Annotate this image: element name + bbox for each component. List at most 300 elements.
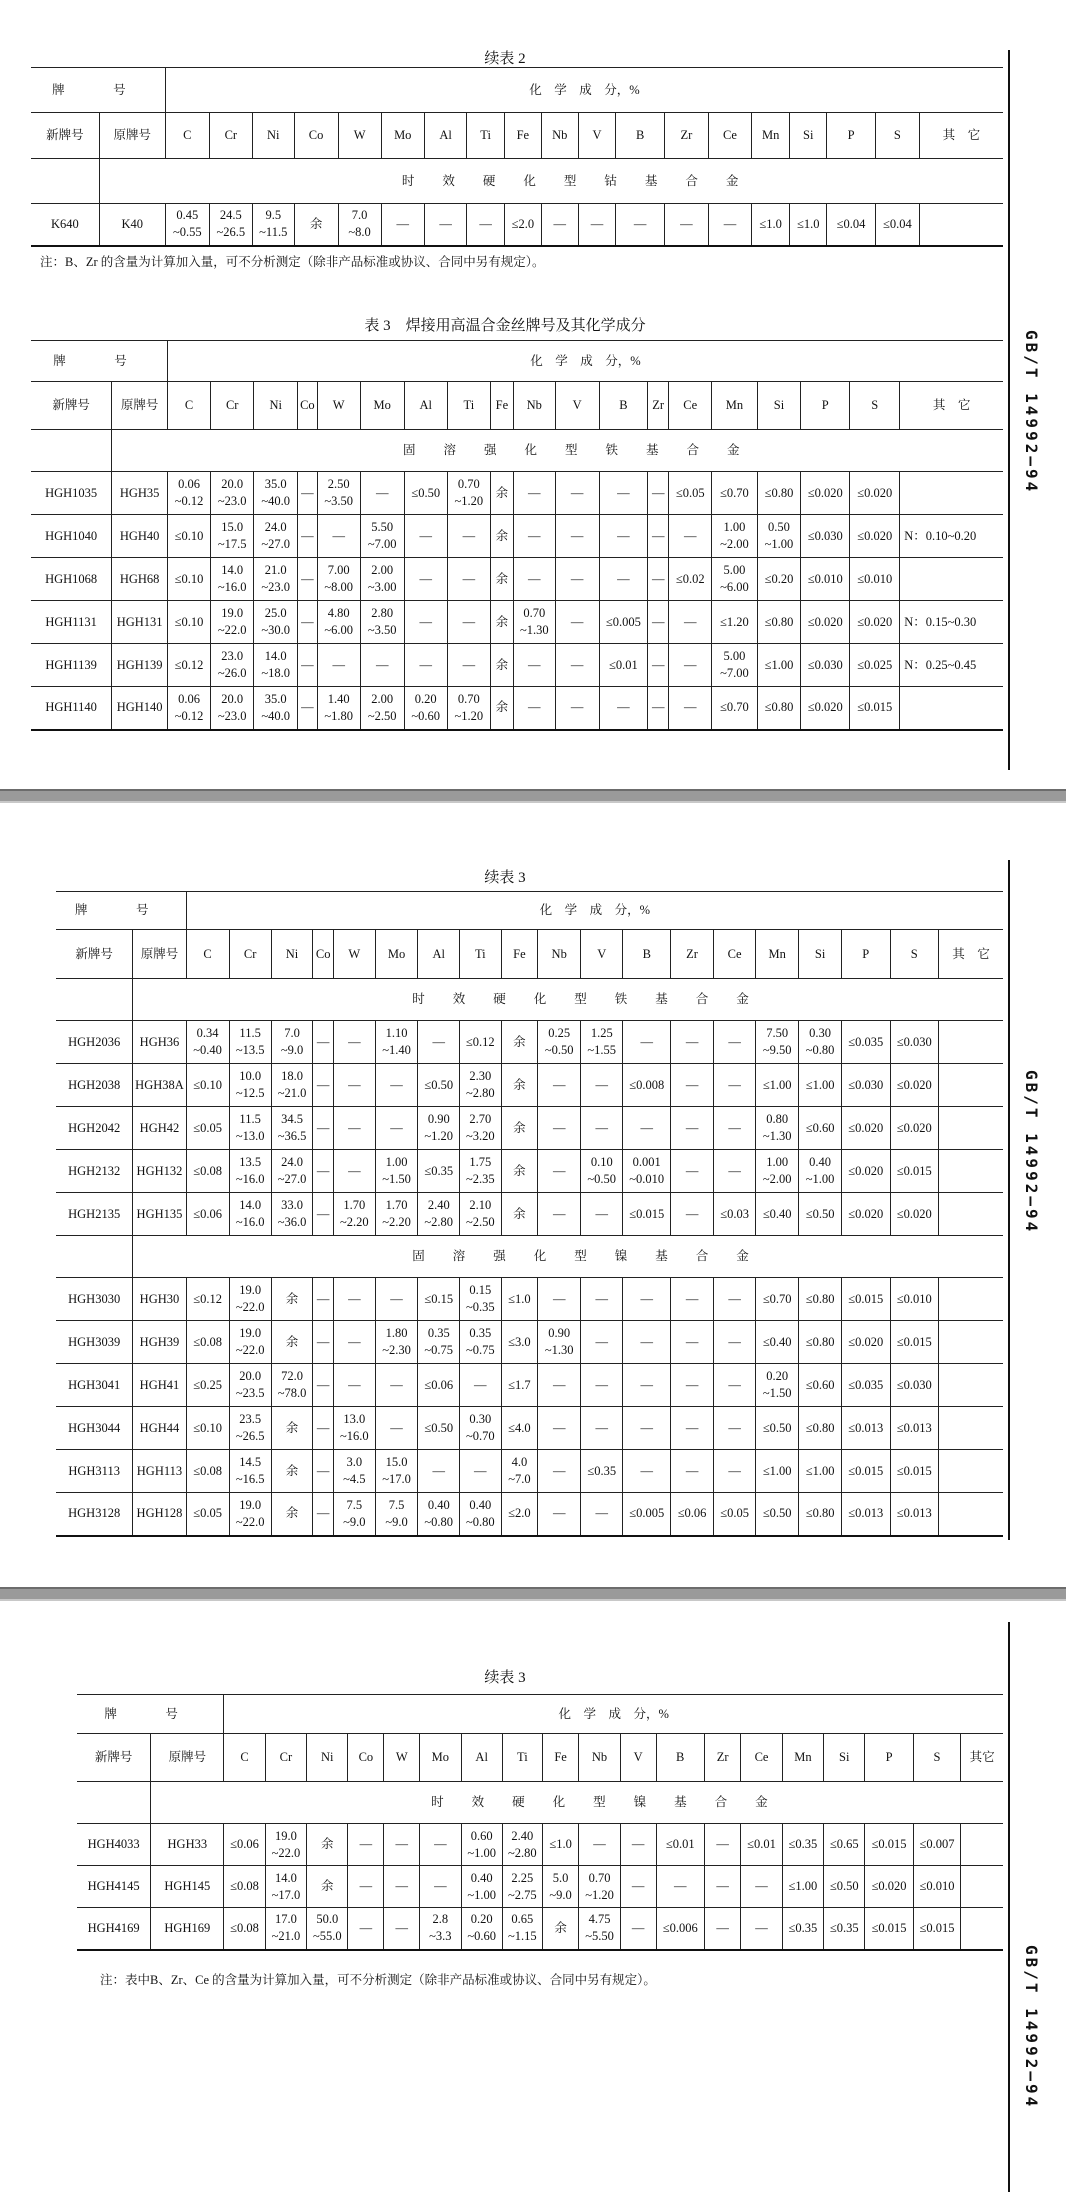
composition-cell: ≤0.10 (167, 515, 210, 558)
composition-cell: — (581, 1364, 623, 1407)
old-brand-cell: HGH135 (133, 1193, 186, 1236)
composition-cell: 7.0 ~8.0 (338, 204, 381, 246)
composition-cell: — (669, 687, 712, 730)
composition-cell: — (555, 687, 599, 730)
composition-cell: — (317, 644, 360, 687)
composition-cell: 7.5 ~9.0 (375, 1493, 418, 1536)
composition-cell: — (334, 1021, 376, 1064)
composition-cell: ≤1.00 (799, 1450, 842, 1493)
table-note: 注：表中B、Zr、Ce 的含量为计算加入量，可不分析测定（除非产品标准或协议、合同中另有规定）。 (100, 1973, 656, 1987)
composition-cell: ≤0.35 (581, 1450, 623, 1493)
element-header: W (384, 1734, 420, 1782)
composition-cell: ≤0.015 (890, 1321, 938, 1364)
composition-cell: 2.00 ~3.00 (360, 558, 404, 601)
section-row (31, 430, 1003, 472)
old-brand-cell: HGH131 (112, 601, 168, 644)
composition-cell: 50.0 ~55.0 (307, 1908, 348, 1950)
composition-cell: 33.0 ~36.0 (271, 1193, 313, 1236)
new-brand-cell: HGH1140 (31, 687, 112, 730)
table-row (56, 1021, 1003, 1064)
new-brand-header: 新牌号 (31, 382, 112, 430)
composition-cell: ≤0.015 (890, 1150, 938, 1193)
chemical-composition-table (56, 891, 1003, 1537)
composition-cell: 2.50 ~3.50 (317, 472, 360, 515)
section-blank (31, 159, 99, 204)
table-row (56, 1450, 1003, 1493)
table-caption: 续表 3 (484, 1670, 526, 1686)
composition-cell: 24.0 ~27.0 (254, 515, 298, 558)
composition-cell: ≤0.020 (890, 1193, 938, 1236)
composition-cell: 0.40 ~1.00 (799, 1150, 842, 1193)
composition-cell: 余 (501, 1107, 538, 1150)
composition-cell: ≤2.0 (501, 1493, 538, 1536)
composition-cell: 7.50 ~9.50 (756, 1021, 799, 1064)
composition-cell: 0.30 ~0.80 (799, 1021, 842, 1064)
composition-cell: — (313, 1107, 334, 1150)
composition-cell (938, 1021, 1003, 1064)
page-separator (0, 789, 1066, 803)
old-brand-cell: HGH40 (112, 515, 168, 558)
section-blank (99, 159, 165, 204)
element-header: W (338, 113, 381, 159)
brand-header: 牌 号 (56, 892, 186, 930)
composition-cell: ≤0.010 (890, 1278, 938, 1321)
composition-cell: ≤0.35 (782, 1824, 823, 1866)
element-header: B (623, 930, 671, 979)
composition-cell: — (360, 644, 404, 687)
section-title: 时效硬化型铁基合金 (186, 979, 1003, 1021)
composition-cell: 5.00 ~6.00 (712, 558, 757, 601)
composition-cell: ≤1.0 (542, 1824, 579, 1866)
composition-cell: — (623, 1407, 671, 1450)
composition-cell: — (313, 1407, 334, 1450)
composition-cell: — (313, 1450, 334, 1493)
composition-cell: 2.8 ~3.3 (420, 1908, 461, 1950)
table-caption: 续表 2 (484, 51, 526, 67)
section-row (56, 1236, 1003, 1278)
composition-cell: — (671, 1150, 714, 1193)
composition-cell: — (555, 472, 599, 515)
old-brand-cell: HGH41 (133, 1364, 186, 1407)
composition-cell: 5.0 ~9.0 (542, 1866, 579, 1908)
composition-cell: — (513, 515, 555, 558)
element-header: S (890, 930, 938, 979)
new-brand-cell: HGH4033 (77, 1824, 151, 1866)
element-header: P (842, 930, 890, 979)
composition-cell: — (384, 1866, 420, 1908)
composition-cell: 4.75 ~5.50 (579, 1908, 620, 1950)
composition-cell: ≤0.020 (801, 472, 850, 515)
composition-cell: 0.35 ~0.75 (418, 1321, 460, 1364)
composition-cell: — (714, 1407, 756, 1450)
composition-cell: ≤0.013 (842, 1407, 890, 1450)
new-brand-cell: HGH1139 (31, 644, 112, 687)
composition-cell: — (648, 687, 669, 730)
composition-cell: ≤0.020 (801, 687, 850, 730)
composition-cell: 2.80 ~3.50 (360, 601, 404, 644)
element-header: Fe (501, 930, 538, 979)
composition-cell: — (298, 515, 317, 558)
composition-cell: ≤0.04 (827, 204, 876, 246)
composition-cell: — (404, 515, 447, 558)
composition-cell: — (714, 1150, 756, 1193)
element-header: P (801, 382, 850, 430)
composition-cell: 余 (490, 687, 513, 730)
element-header: Nb (538, 930, 581, 979)
old-brand-cell: K40 (99, 204, 165, 246)
element-header: 其 它 (900, 382, 1003, 430)
composition-cell: — (669, 644, 712, 687)
composition-cell: — (714, 1364, 756, 1407)
composition-cell: — (404, 644, 447, 687)
composition-cell: ≤0.020 (842, 1107, 890, 1150)
composition-cell: — (648, 601, 669, 644)
element-header: Mo (375, 930, 418, 979)
composition-cell: — (671, 1364, 714, 1407)
element-header: V (581, 930, 623, 979)
composition-cell: 34.5 ~36.5 (271, 1107, 313, 1150)
composition-cell: ≤0.013 (890, 1407, 938, 1450)
composition-cell: — (334, 1321, 376, 1364)
composition-cell: 0.35 ~0.75 (460, 1321, 502, 1364)
element-header: Zr (665, 113, 709, 159)
element-header: Mo (381, 113, 424, 159)
composition-cell: — (620, 1908, 656, 1950)
standard-number-label: GB/T 14992—94 (1022, 1945, 1041, 2110)
margin-rule (1008, 50, 1010, 770)
section-blank (56, 979, 133, 1021)
composition-cell: ≤0.35 (824, 1908, 865, 1950)
old-brand-cell: HGH169 (151, 1908, 224, 1950)
composition-cell: 35.0 ~40.0 (254, 472, 298, 515)
old-brand-header: 原牌号 (99, 113, 165, 159)
table-row (56, 1278, 1003, 1321)
composition-cell: — (714, 1107, 756, 1150)
table-caption: 续表 3 (484, 870, 526, 886)
composition-cell: 0.06 ~0.12 (167, 472, 210, 515)
composition-cell (938, 1407, 1003, 1450)
composition-cell: 0.90 ~1.30 (538, 1321, 581, 1364)
composition-cell: ≤0.03 (714, 1193, 756, 1236)
composition-cell: ≤0.020 (865, 1866, 913, 1908)
composition-cell (900, 687, 1003, 730)
composition-cell: ≤1.20 (712, 601, 757, 644)
composition-cell: 13.0 ~16.0 (334, 1407, 376, 1450)
composition-cell: — (538, 1407, 581, 1450)
composition-cell: 10.0 ~12.5 (229, 1064, 271, 1107)
composition-cell: 0.70 ~1.20 (579, 1866, 620, 1908)
composition-cell: 1.70 ~2.20 (334, 1193, 376, 1236)
old-brand-cell: HGH39 (133, 1321, 186, 1364)
element-header: Co (348, 1734, 384, 1782)
old-brand-header: 原牌号 (112, 382, 168, 430)
header-row (56, 892, 1003, 930)
composition-cell: — (714, 1021, 756, 1064)
composition-cell: — (648, 472, 669, 515)
composition-cell: 0.70 ~1.20 (447, 687, 490, 730)
composition-cell (938, 1493, 1003, 1536)
composition-cell: 0.40 ~1.00 (461, 1866, 502, 1908)
composition-cell: ≤0.06 (671, 1493, 714, 1536)
old-brand-header: 原牌号 (133, 930, 186, 979)
element-header: Ti (467, 113, 505, 159)
element-header: W (334, 930, 376, 979)
composition-cell: ≤0.06 (224, 1824, 265, 1866)
composition-cell: — (334, 1364, 376, 1407)
element-header: Al (404, 382, 447, 430)
element-header: Cr (265, 1734, 306, 1782)
table-row (77, 1866, 1003, 1908)
composition-cell: ≤0.05 (669, 472, 712, 515)
composition-cell (938, 1193, 1003, 1236)
composition-cell: — (623, 1450, 671, 1493)
composition-cell: — (671, 1450, 714, 1493)
new-brand-cell: HGH2036 (56, 1021, 133, 1064)
composition-cell: ≤0.020 (890, 1107, 938, 1150)
composition-cell: — (623, 1021, 671, 1064)
composition-cell: ≤0.60 (799, 1107, 842, 1150)
composition-cell: — (599, 687, 648, 730)
composition-cell: 余 (271, 1321, 313, 1364)
composition-cell (900, 472, 1003, 515)
element-header: Ce (714, 930, 756, 979)
composition-cell: — (599, 472, 648, 515)
composition-cell: — (384, 1908, 420, 1950)
composition-cell: 19.0 ~22.0 (229, 1321, 271, 1364)
composition-cell: ≤0.08 (224, 1908, 265, 1950)
table-row (56, 1364, 1003, 1407)
composition-cell: — (704, 1824, 741, 1866)
composition-cell: 19.0 ~22.0 (211, 601, 254, 644)
composition-cell: — (313, 1321, 334, 1364)
composition-cell: — (714, 1450, 756, 1493)
new-brand-cell: HGH3030 (56, 1278, 133, 1321)
composition-cell: 0.20 ~1.50 (756, 1364, 799, 1407)
element-header: Mn (756, 930, 799, 979)
composition-cell: 17.0 ~21.0 (265, 1908, 306, 1950)
composition-cell: — (447, 558, 490, 601)
composition-cell: ≤0.80 (799, 1493, 842, 1536)
composition-cell: — (348, 1908, 384, 1950)
composition-cell: — (313, 1193, 334, 1236)
element-header: C (224, 1734, 265, 1782)
element-header: Nb (579, 1734, 620, 1782)
composition-cell: ≤0.007 (913, 1824, 961, 1866)
composition-cell: ≤1.00 (756, 1064, 799, 1107)
brand-header: 牌 号 (31, 341, 167, 382)
composition-cell: 0.90 ~1.20 (418, 1107, 460, 1150)
composition-cell: 1.00 ~1.50 (375, 1150, 418, 1193)
composition-cell: 15.0 ~17.5 (211, 515, 254, 558)
composition-cell: 余 (501, 1021, 538, 1064)
element-header: Zr (648, 382, 669, 430)
composition-cell: — (375, 1064, 418, 1107)
composition-cell: ≤0.015 (865, 1824, 913, 1866)
element-header: Si (790, 113, 827, 159)
new-brand-cell: HGH2042 (56, 1107, 133, 1150)
composition-cell: N：0.10~0.20 (900, 515, 1003, 558)
new-brand-cell: HGH3039 (56, 1321, 133, 1364)
composition-cell: — (656, 1866, 704, 1908)
composition-cell: — (538, 1493, 581, 1536)
composition-cell: — (467, 204, 505, 246)
composition-cell: — (741, 1866, 782, 1908)
composition-cell: ≤0.08 (224, 1866, 265, 1908)
old-brand-cell: HGH36 (133, 1021, 186, 1064)
composition-cell: ≤0.005 (599, 601, 648, 644)
composition-cell: — (360, 472, 404, 515)
element-header: Si (824, 1734, 865, 1782)
brand-header: 牌 号 (31, 68, 165, 113)
element-header: Si (799, 930, 842, 979)
composition-cell: ≤0.35 (782, 1908, 823, 1950)
old-brand-cell: HGH113 (133, 1450, 186, 1493)
composition-cell: ≤0.015 (842, 1278, 890, 1321)
section-row (77, 1782, 1003, 1824)
element-header: Mn (712, 382, 757, 430)
element-header-row (31, 113, 1003, 159)
old-brand-cell: HGH139 (112, 644, 168, 687)
composition-cell: — (671, 1107, 714, 1150)
composition-cell: ≤2.0 (504, 204, 541, 246)
composition-cell: ≤1.00 (757, 644, 801, 687)
header-row (31, 68, 1003, 113)
element-header: S (850, 382, 900, 430)
composition-cell: 0.50 ~1.00 (757, 515, 801, 558)
element-header: 其它 (961, 1734, 1003, 1782)
composition-cell: 余 (307, 1866, 348, 1908)
table-note: 注：B、Zr 的含量为计算加入量，可不分析测定（除非产品标准或协议、合同中另有规定）。 (40, 255, 545, 269)
composition-cell: — (317, 515, 360, 558)
element-header: B (599, 382, 648, 430)
composition-cell: — (714, 1278, 756, 1321)
composition-cell: 2.40 ~2.80 (502, 1824, 542, 1866)
composition-cell: 余 (542, 1908, 579, 1950)
composition-cell: 14.5 ~16.5 (229, 1450, 271, 1493)
composition-cell: 35.0 ~40.0 (254, 687, 298, 730)
composition-cell: 19.0 ~22.0 (229, 1278, 271, 1321)
composition-cell: — (620, 1866, 656, 1908)
composition-cell: — (313, 1150, 334, 1193)
composition-cell: — (581, 1407, 623, 1450)
composition-cell: — (669, 515, 712, 558)
composition-cell: ≤0.025 (850, 644, 900, 687)
composition-cell: — (513, 472, 555, 515)
composition-cell: — (648, 644, 669, 687)
composition-cell: ≤0.010 (801, 558, 850, 601)
element-header: S (913, 1734, 961, 1782)
section-row (31, 159, 1003, 204)
composition-cell: — (384, 1824, 420, 1866)
composition-cell: — (581, 1321, 623, 1364)
composition-cell: 余 (271, 1407, 313, 1450)
composition-cell: 1.75 ~2.35 (460, 1150, 502, 1193)
composition-cell: — (538, 1278, 581, 1321)
old-brand-cell: HGH35 (112, 472, 168, 515)
new-brand-cell: HGH1068 (31, 558, 112, 601)
old-brand-header: 原牌号 (151, 1734, 224, 1782)
composition-cell: ≤0.12 (460, 1021, 502, 1064)
element-header: Zr (671, 930, 714, 979)
composition-cell (961, 1824, 1003, 1866)
composition-cell: — (375, 1407, 418, 1450)
composition-cell: N：0.25~0.45 (900, 644, 1003, 687)
composition-cell: ≤0.015 (890, 1450, 938, 1493)
section-title: 固溶强化型铁基合金 (167, 430, 1003, 472)
element-header-row (77, 1734, 1003, 1782)
composition-cell: ≤0.60 (799, 1364, 842, 1407)
new-brand-header: 新牌号 (77, 1734, 151, 1782)
composition-cell: 0.20 ~0.60 (404, 687, 447, 730)
composition-cell: ≤1.0 (752, 204, 790, 246)
composition-cell: ≤0.006 (656, 1908, 704, 1950)
composition-cell: 余 (501, 1193, 538, 1236)
composition-cell (900, 558, 1003, 601)
composition-cell: ≤0.013 (842, 1493, 890, 1536)
composition-cell: ≤0.015 (842, 1450, 890, 1493)
element-header: V (555, 382, 599, 430)
composition-cell: ≤0.030 (890, 1364, 938, 1407)
new-brand-cell: HGH3044 (56, 1407, 133, 1450)
composition-cell: 余 (501, 1064, 538, 1107)
composition-cell: — (669, 601, 712, 644)
composition-cell: ≤0.35 (418, 1150, 460, 1193)
composition-cell: — (513, 687, 555, 730)
composition-cell: — (447, 515, 490, 558)
element-header: Nb (541, 113, 578, 159)
composition-cell: 15.0 ~17.0 (375, 1450, 418, 1493)
composition-cell: ≤0.50 (418, 1407, 460, 1450)
composition-cell: 72.0 ~78.0 (271, 1364, 313, 1407)
composition-cell: 14.0 ~18.0 (254, 644, 298, 687)
element-header: B (656, 1734, 704, 1782)
composition-cell: ≤0.10 (167, 558, 210, 601)
composition-cell: — (555, 558, 599, 601)
composition-cell: 11.5 ~13.5 (229, 1021, 271, 1064)
margin-rule (1008, 1622, 1010, 2192)
table-row (56, 1321, 1003, 1364)
table-row (56, 1407, 1003, 1450)
element-header: Si (757, 382, 801, 430)
table-row (31, 687, 1003, 730)
composition-cell: — (298, 644, 317, 687)
composition-cell: — (648, 558, 669, 601)
composition-cell: — (460, 1364, 502, 1407)
composition-cell: — (334, 1107, 376, 1150)
element-header: 其 它 (919, 113, 1003, 159)
composition-cell: — (599, 515, 648, 558)
composition-cell: 0.45 ~0.55 (165, 204, 209, 246)
element-header: V (620, 1734, 656, 1782)
element-header: C (165, 113, 209, 159)
section-blank (151, 1782, 224, 1824)
composition-cell: 14.0 ~17.0 (265, 1866, 306, 1908)
composition-cell: 7.00 ~8.00 (317, 558, 360, 601)
composition-cell: 1.80 ~2.30 (375, 1321, 418, 1364)
composition-cell: 0.30 ~0.70 (460, 1407, 502, 1450)
section-row (56, 979, 1003, 1021)
table-row (56, 1193, 1003, 1236)
old-brand-cell: HGH42 (133, 1107, 186, 1150)
composition-cell: 0.60 ~1.00 (461, 1824, 502, 1866)
composition-cell: 0.65 ~1.15 (502, 1908, 542, 1950)
composition-cell: 2.40 ~2.80 (418, 1193, 460, 1236)
composition-cell: ≤0.020 (801, 601, 850, 644)
composition-cell: 7.0 ~9.0 (271, 1021, 313, 1064)
composition-cell: ≤1.7 (501, 1364, 538, 1407)
composition-cell: — (581, 1193, 623, 1236)
composition-cell: ≤0.010 (850, 558, 900, 601)
